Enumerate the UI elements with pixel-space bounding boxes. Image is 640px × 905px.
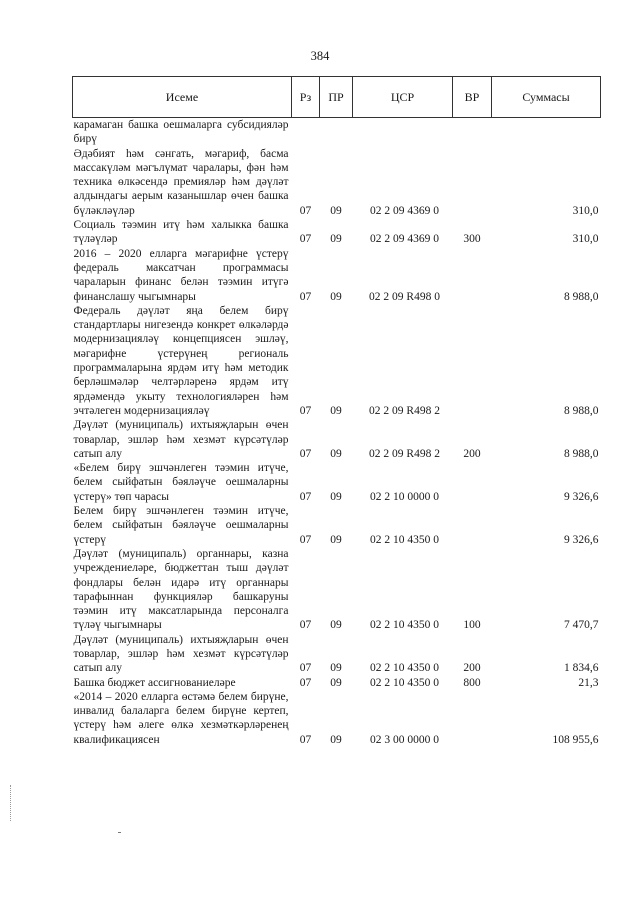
cell-sum: 7 470,7	[564, 619, 599, 632]
cell-csr: 02 3 00 0000 0	[370, 733, 439, 746]
cell-rz: 07	[299, 662, 312, 675]
table-header	[73, 77, 601, 118]
cell-vr: 300	[463, 233, 481, 246]
header-pr: ПР	[320, 77, 353, 118]
cell-csr: 02 2 10 4350 0	[370, 676, 439, 689]
cell-vr	[453, 247, 492, 304]
cell-vr	[453, 690, 492, 747]
header-vr: ВР	[453, 77, 492, 118]
table-row	[73, 676, 601, 690]
cell-sum: 108 955,6	[552, 733, 599, 746]
cell-pr: 09	[330, 490, 342, 503]
table-row	[73, 461, 601, 504]
cell-vr: 100	[463, 619, 481, 632]
cell-vr	[453, 118, 492, 147]
table-row	[73, 147, 601, 218]
cell-sum: 9 326,6	[564, 490, 599, 503]
cell-csr: 02 2 10 4350 0	[370, 619, 439, 632]
cell-name: Дәүләт (муниципаль) ихтыяҗларын өчен товарлар, эшләр һәм хезмәт күрсәтүләр сатып алу	[73, 419, 289, 460]
cell-csr: 02 2 09 R498 2	[369, 447, 440, 460]
cell-pr: 09	[330, 676, 342, 689]
cell-rz: 07	[299, 404, 312, 417]
cell-rz: 07	[299, 733, 312, 746]
cell-sum: 21,3	[578, 676, 599, 689]
cell-pr: 09	[330, 404, 342, 417]
cell-name: Федераль дәүләт яңа белем бирү стандартлары нигезендә конкрет өлкәләрдә модернизацияләү концепциясен эшләү, мәгарифне үстерүнең региональ программаларына ярдәм итү һәм методик берләшмәләр челтәрләренә ярдәм итү ярдәмендә укыту технологияләрен һәм эчтәлеген модернизацияләү	[73, 304, 289, 417]
cell-sum: 8 988,0	[564, 447, 599, 460]
table-row	[73, 418, 601, 461]
cell-csr: 02 2 09 R498 0	[369, 290, 440, 303]
cell-sum: 8 988,0	[564, 290, 599, 303]
cell-sum: 9 326,6	[564, 533, 599, 546]
cell-rz: 07	[299, 233, 312, 246]
cell-name: Дәүләт (муниципаль) ихтыяҗларын өчен товарлар, эшләр һәм хезмәт күрсәтүләр сатып алу	[73, 633, 289, 675]
cell-pr	[320, 118, 353, 147]
table-row	[73, 304, 601, 418]
table-row	[73, 118, 601, 147]
table-row	[73, 633, 601, 676]
table-body	[73, 118, 601, 748]
cell-rz	[292, 118, 320, 147]
budget-table	[72, 76, 601, 747]
cell-vr	[453, 504, 492, 547]
cell-vr: 200	[463, 447, 481, 460]
cell-name: Дәүләт (муниципаль) органнары, казна учреждениеләре, бюджеттан тыш дәүләт фондлары белән идарә итү органнары тарафыннан функцияләр башкаруны тәэмин итү максатларында персоналга түләү чыгымнары	[73, 547, 289, 632]
cell-csr	[353, 118, 453, 147]
header-csr: ЦСР	[353, 77, 453, 118]
cell-vr: 200	[463, 662, 481, 675]
header-rz: Рз	[292, 77, 320, 118]
cell-sum: 310,0	[572, 204, 599, 217]
cell-name: Белем бирү эшчәнлеген тәэмин итүче, белем сыйфатын бәяләүче оешмаларны үстерү	[73, 505, 289, 546]
cell-vr	[453, 461, 492, 504]
cell-csr: 02 2 09 4369 0	[370, 204, 439, 217]
cell-pr: 09	[330, 204, 342, 217]
cell-name: Социаль тәэмин итү һәм халыкка башка түләүләр	[73, 219, 289, 246]
cell-rz: 07	[299, 490, 312, 503]
cell-vr	[453, 147, 492, 218]
header-sum: Суммасы	[492, 77, 601, 118]
cell-rz: 07	[299, 290, 312, 303]
table-row	[73, 504, 601, 547]
cell-csr: 02 2 10 4350 0	[370, 662, 439, 675]
cell-sum: 310,0	[572, 233, 599, 246]
cell-name: 2016 – 2020 елларга мәгарифне үстерү федераль максатчан программасы чараларын финанс белән тәэмин итүгә финанслашу чыгымнары	[73, 247, 289, 303]
cell-rz: 07	[299, 676, 312, 689]
cell-pr: 09	[330, 533, 342, 546]
cell-csr: 02 2 09 4369 0	[370, 233, 439, 246]
table-row	[73, 247, 601, 304]
cell-rz: 07	[299, 447, 312, 460]
cell-csr: 02 2 10 0000 0	[370, 490, 439, 503]
cell-pr: 09	[330, 233, 342, 246]
cell-rz: 07	[299, 533, 312, 546]
cell-name: «2014 – 2020 елларга өстәмә белем бирүне, инвалид балаларга белем бирүне кертеп, үстерү һәм әлеге өлкә хезмәткәрләренең квалификациясен	[73, 690, 289, 746]
table-row	[73, 690, 601, 747]
cell-sum	[492, 118, 601, 147]
cell-name: «Белем бирү эшчәнлеген тәэмин итүче, белем сыйфатын бәяләүче оешмаларны үстерү» төп чарасы	[73, 462, 289, 503]
cell-sum: 1 834,6	[564, 662, 599, 675]
cell-pr: 09	[330, 733, 342, 746]
cell-pr: 09	[330, 662, 342, 675]
cell-csr: 02 2 09 R498 2	[369, 404, 440, 417]
cell-sum: 8 988,0	[564, 404, 599, 417]
cell-vr: 800	[463, 676, 481, 689]
cell-pr: 09	[330, 619, 342, 632]
cell-csr: 02 2 10 4350 0	[370, 533, 439, 546]
cell-name: Башка бюджет ассигнованиеләре	[73, 676, 236, 689]
table-row	[73, 547, 601, 633]
cell-pr: 09	[330, 290, 342, 303]
bottom-mark	[118, 832, 121, 833]
margin-mark	[10, 785, 17, 821]
header-name: Исеме	[73, 77, 292, 118]
cell-vr	[453, 304, 492, 418]
cell-rz: 07	[299, 619, 312, 632]
table-row	[73, 218, 601, 247]
cell-name: карамаган башка оешмаларга субсидияләр бирү	[73, 119, 289, 146]
page-number: 384	[310, 49, 330, 63]
cell-rz: 07	[299, 204, 312, 217]
cell-name: Әдәбият һәм сәнгать, мәгариф, басма массакүләм мәгълүмат чаралары, фән һәм техника өлкәсендә премияләр һәм дәүләт алдындагы аерым казанышлар өчен башка бүләкләүләр	[73, 147, 289, 217]
cell-pr: 09	[330, 447, 342, 460]
